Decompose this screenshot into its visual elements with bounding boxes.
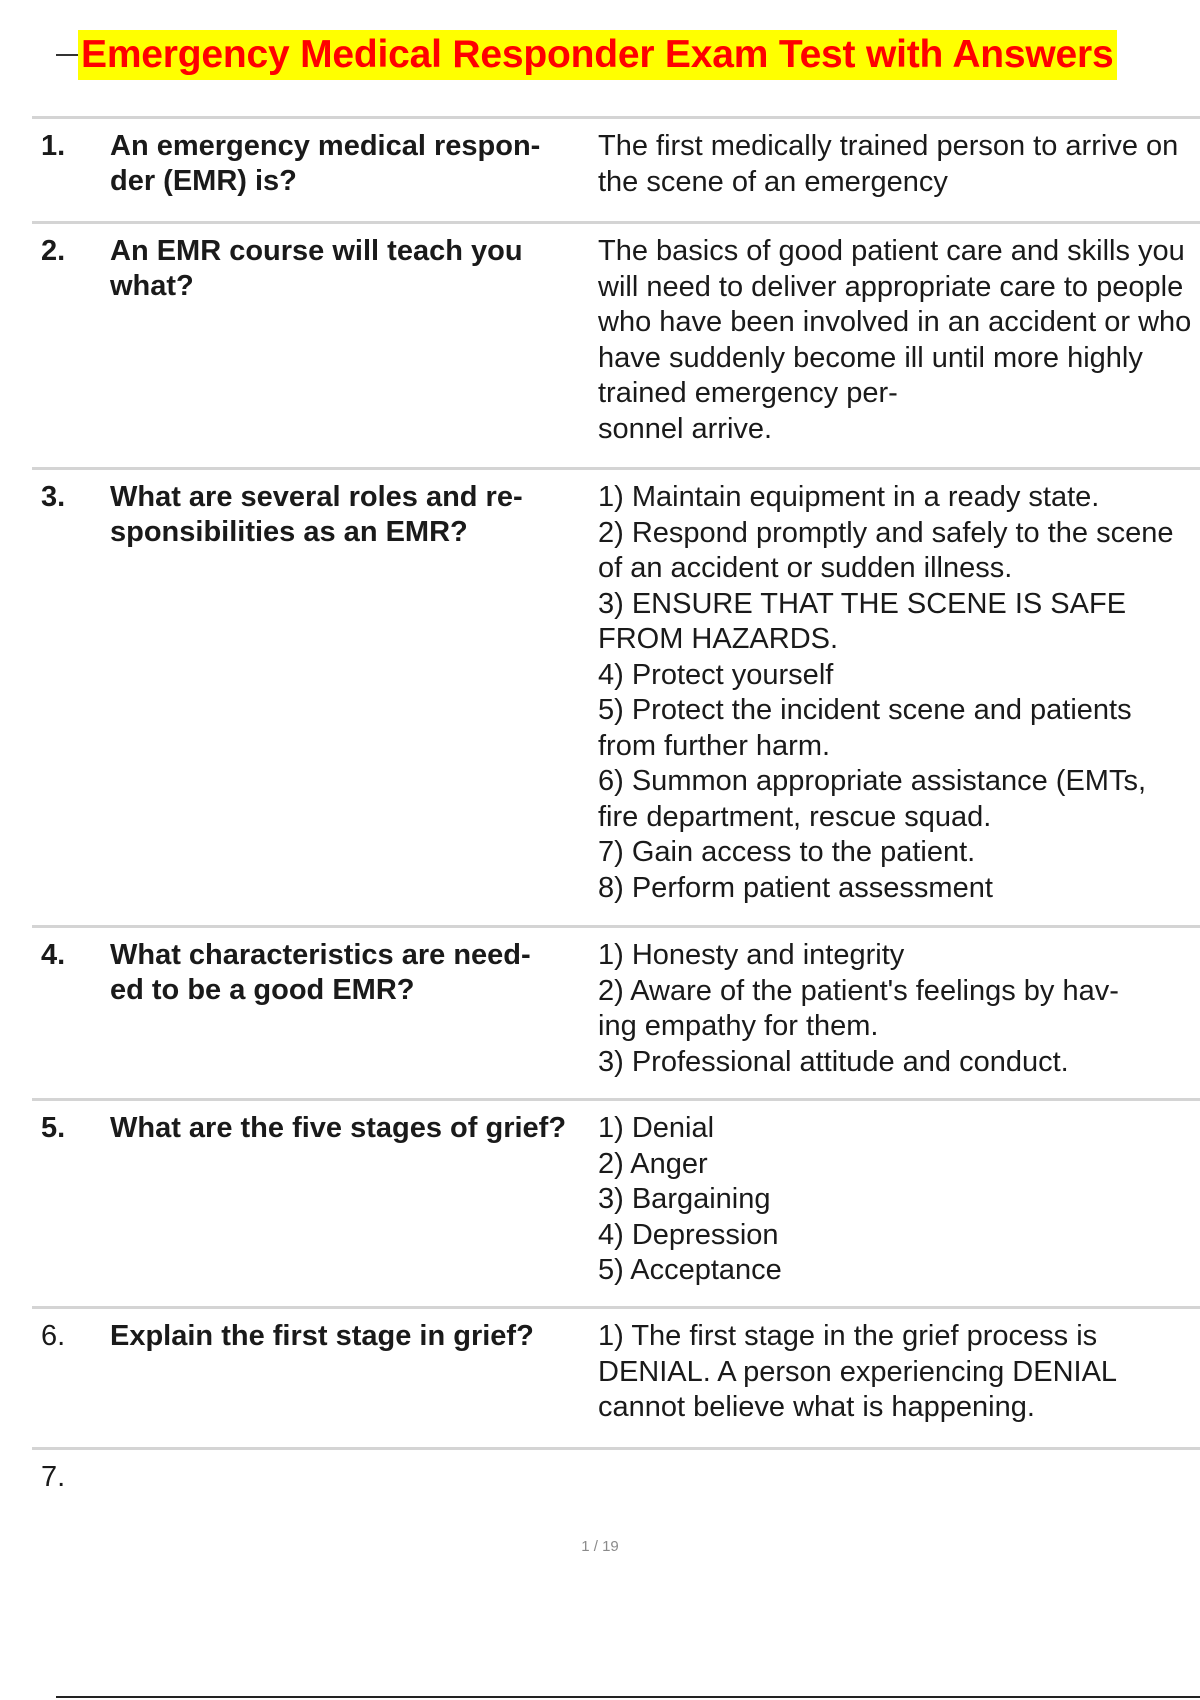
qa-row-4 xyxy=(32,925,1200,1098)
item-number: 2. xyxy=(41,235,66,267)
item-answer: 1) Maintain equipment in a ready state. 2) Respond promptly and safely to the scene of an accident or sudden illness. 3) ENSURE THAT THE SCENE IS SAFE FROM HAZARDS. 4) Protect yourself 5) Protect the incident scene and patients from further harm. 6) Summon appropriate assistance (EMTs, fire department, rescue squad. 7) Gain access to the patient. 8) Perform patient assessment xyxy=(598,481,1174,904)
page-indicator: 1 / 19 xyxy=(581,1538,619,1555)
document-title-wrap xyxy=(56,30,1117,80)
qa-row-7 xyxy=(32,1447,1200,1507)
item-question: Explain the first stage in grief? xyxy=(110,1320,534,1352)
item-answer: The basics of good patient care and skills you will need to deliver appropriate care to people who have been involved in an accident or who have suddenly become ill until more highly trained emergency per- sonnel arrive. xyxy=(598,235,1192,445)
item-number: 3. xyxy=(41,481,66,513)
item-question: What are several roles and re- sponsibilities as an EMR? xyxy=(110,481,523,548)
qa-row-1 xyxy=(32,116,1200,221)
qa-row-3 xyxy=(32,467,1200,925)
item-question: What characteristics are need- ed to be a good EMR? xyxy=(110,939,531,1006)
item-number: 6. xyxy=(41,1320,66,1352)
item-answer: 1) Denial 2) Anger 3) Bargaining 4) Depression 5) Acceptance xyxy=(598,1112,782,1286)
item-answer xyxy=(598,1460,1200,1507)
item-number: 5. xyxy=(41,1112,66,1144)
title-dash xyxy=(56,54,78,56)
item-question: What are the five stages of grief? xyxy=(110,1112,567,1144)
qa-row-2 xyxy=(32,221,1200,467)
item-answer: 1) Honesty and integrity 2) Aware of the patient's feelings by hav- ing empathy for them. 3) Professional attitude and conduct. xyxy=(598,939,1119,1078)
item-question: An EMR course will teach you what? xyxy=(110,235,523,302)
item-number: 4. xyxy=(41,939,66,971)
item-number: 7. xyxy=(41,1461,66,1493)
qa-row-5 xyxy=(32,1098,1200,1306)
page-bottom-rule xyxy=(56,1696,1200,1698)
item-answer: 1) The first stage in the grief process is DENIAL. A person experiencing DENIAL cannot believe what is happening. xyxy=(598,1320,1116,1423)
item-answer: The first medically trained person to arrive on the scene of an emergency xyxy=(598,130,1179,198)
qa-row-6 xyxy=(32,1306,1200,1447)
document-title: Emergency Medical Responder Exam Test with Answers xyxy=(78,30,1117,80)
item-question xyxy=(110,1460,598,1507)
qa-table xyxy=(32,116,1200,1507)
item-question: An emergency medical respon- der (EMR) is? xyxy=(110,130,541,197)
item-number: 1. xyxy=(41,130,66,162)
